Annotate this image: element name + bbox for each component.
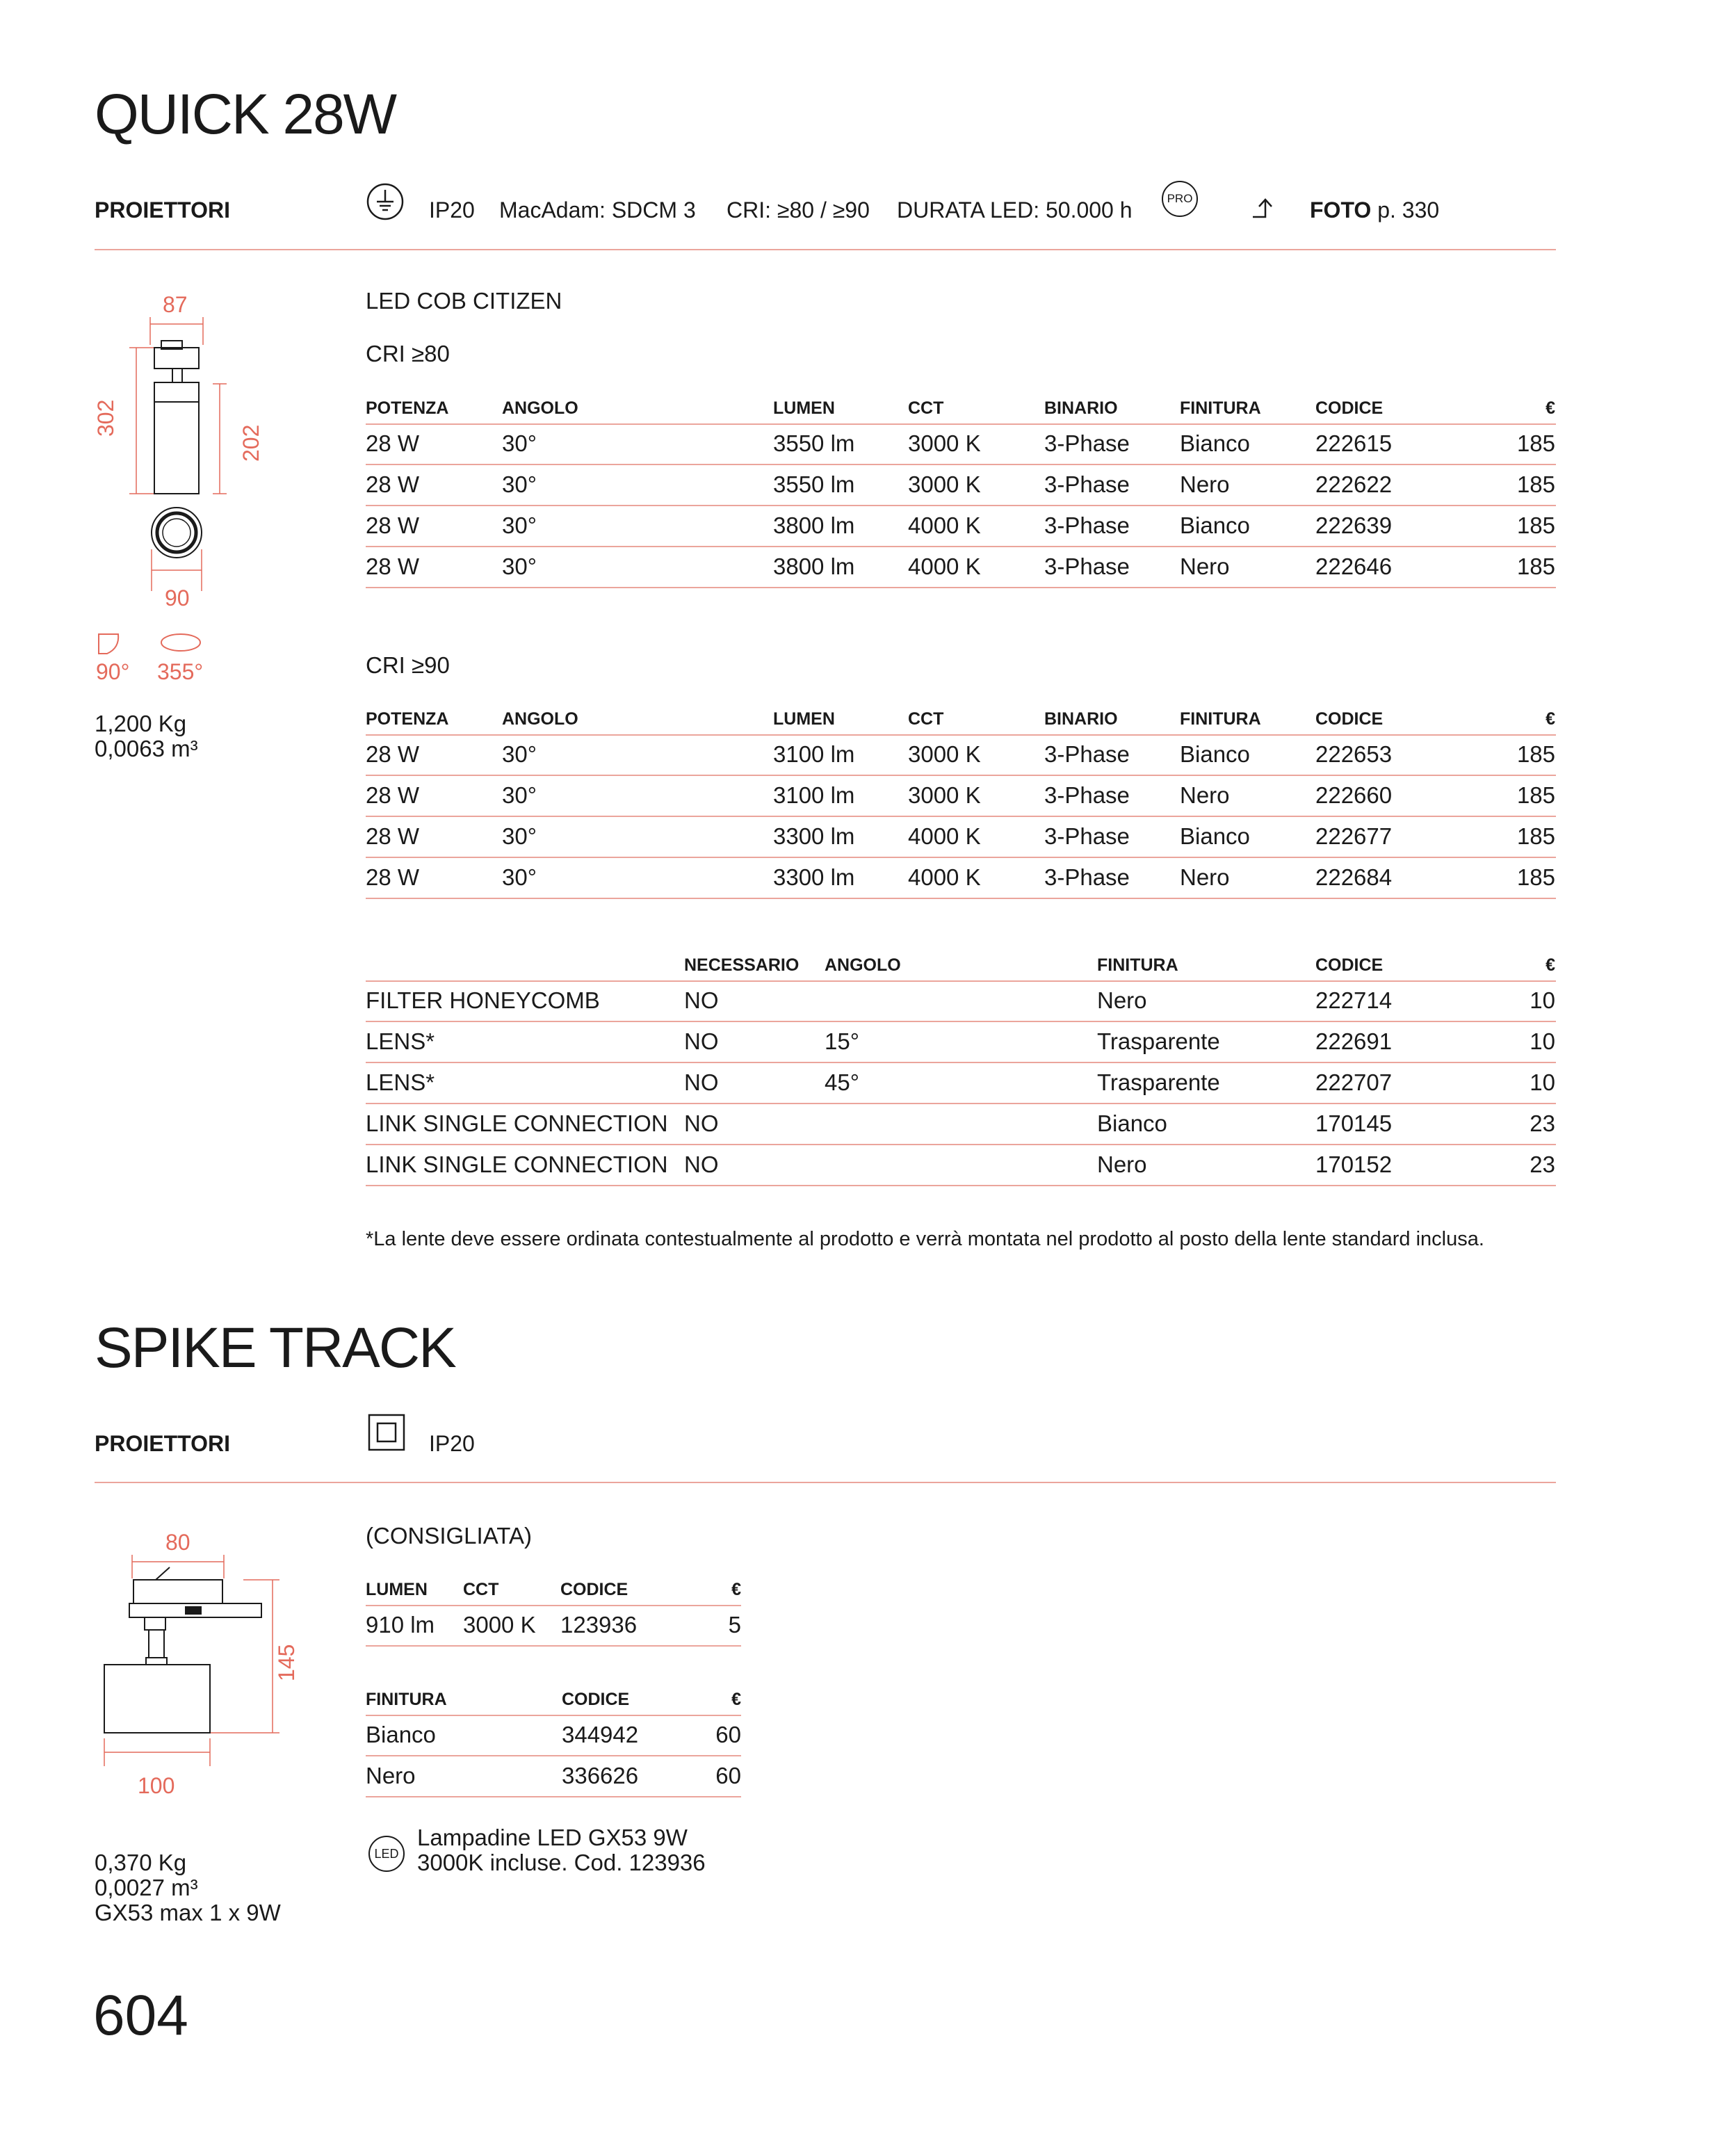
cri80-row-rule bbox=[366, 505, 1556, 506]
cri80-header-3: CCT bbox=[908, 398, 944, 418]
acc-cell: Nero bbox=[1097, 987, 1147, 1013]
dim-width-top: 87 bbox=[163, 292, 188, 317]
quick-technical-drawing bbox=[83, 278, 292, 723]
cri80-cell: 3-Phase bbox=[1044, 430, 1130, 456]
lamp-cell: 5 bbox=[728, 1612, 741, 1638]
cri90-cell: 28 W bbox=[366, 864, 420, 890]
cri90-header-1: ANGOLO bbox=[502, 709, 578, 729]
cri90-cell: 28 W bbox=[366, 823, 420, 849]
finish-header-1: CODICE bbox=[562, 1690, 630, 1709]
acc-cell: 23 bbox=[1530, 1110, 1555, 1136]
acc-cell: 222714 bbox=[1315, 987, 1393, 1013]
lamp-cell: 910 lm bbox=[366, 1612, 435, 1638]
cri90-cell: 3100 lm bbox=[773, 741, 855, 767]
acc-cell: NO bbox=[684, 1110, 719, 1136]
acc-cell: Bianco bbox=[1097, 1110, 1167, 1136]
recommended-label: (CONSIGLIATA) bbox=[366, 1523, 532, 1549]
volume: 0,0063 m³ bbox=[95, 736, 198, 761]
acc-cell: LENS* bbox=[366, 1028, 435, 1054]
lamp-header-0: LUMEN bbox=[366, 1580, 428, 1599]
cri90-cell: 4000 K bbox=[908, 864, 981, 890]
acc-cell: 23 bbox=[1530, 1151, 1555, 1177]
cri90-row-rule bbox=[366, 816, 1556, 817]
cri80-header-6: CODICE bbox=[1315, 398, 1384, 418]
cri90-cell: 28 W bbox=[366, 782, 420, 808]
acc-cell: 10 bbox=[1530, 1028, 1555, 1054]
ip-rating: IP20 bbox=[429, 197, 475, 223]
cri90-cell: 30° bbox=[502, 782, 537, 808]
cri90-cell: Bianco bbox=[1180, 823, 1250, 849]
cri80-cell: 3800 lm bbox=[773, 553, 855, 579]
cri80-cell: 222646 bbox=[1315, 553, 1393, 579]
cri80-header-0: POTENZA bbox=[366, 398, 449, 418]
led-type: LED COB CITIZEN bbox=[366, 288, 562, 314]
cri90-cell: 4000 K bbox=[908, 823, 981, 849]
cri80-cell: 185 bbox=[1516, 471, 1555, 497]
acc-header-1: ANGOLO bbox=[825, 955, 901, 975]
acc-header-rule bbox=[366, 980, 1556, 982]
cri80-header-5: FINITURA bbox=[1180, 398, 1261, 418]
acc-cell: LENS* bbox=[366, 1069, 435, 1095]
cri90-cell: 3000 K bbox=[908, 741, 981, 767]
cri90-cell: 30° bbox=[502, 864, 537, 890]
acc-cell: Trasparente bbox=[1097, 1069, 1220, 1095]
acc-row-rule bbox=[366, 1144, 1556, 1145]
dim-height-body: 202 bbox=[238, 424, 263, 462]
acc-cell: 222691 bbox=[1315, 1028, 1393, 1054]
header-divider bbox=[95, 249, 1556, 250]
cri80-cell: 30° bbox=[502, 471, 537, 497]
cri90-cell: Nero bbox=[1180, 864, 1230, 890]
led-duration: DURATA LED: 50.000 h bbox=[897, 197, 1133, 223]
lamp-header-3: € bbox=[731, 1580, 741, 1599]
cri90-cell: 3100 lm bbox=[773, 782, 855, 808]
spike-volume: 0,0027 m³ bbox=[95, 1875, 198, 1900]
cri90-header-5: FINITURA bbox=[1180, 709, 1261, 729]
cri80-cell: Nero bbox=[1180, 553, 1230, 579]
spike-dim-height: 145 bbox=[274, 1644, 299, 1681]
acc-row-rule bbox=[366, 1021, 1556, 1022]
cri90-cell: 185 bbox=[1516, 864, 1555, 890]
acc-header-0: NECESSARIO bbox=[684, 955, 800, 975]
cri90-header-0: POTENZA bbox=[366, 709, 449, 729]
spike-weight: 0,370 Kg bbox=[95, 1850, 187, 1875]
acc-header-4: € bbox=[1546, 955, 1555, 975]
cri90-cell: 30° bbox=[502, 741, 537, 767]
cri90-header-7: € bbox=[1546, 709, 1555, 729]
dim-diameter: 90 bbox=[165, 585, 190, 611]
cri90-label: CRI ≥90 bbox=[366, 652, 450, 678]
cri90-row-rule bbox=[366, 857, 1556, 858]
cri80-cell: 222615 bbox=[1315, 430, 1393, 456]
cri90-cell: 28 W bbox=[366, 741, 420, 767]
acc-cell: NO bbox=[684, 1028, 719, 1054]
cri80-cell: 28 W bbox=[366, 512, 420, 538]
lamp-cell: 3000 K bbox=[463, 1612, 536, 1638]
spike-lamp-spec: GX53 max 1 x 9W bbox=[95, 1900, 281, 1925]
footnote: *La lente deve essere ordinata contestualmente al prodotto e verrà montata nel prodotto al posto della lente standard inclusa. bbox=[366, 1228, 1484, 1250]
finish-header-rule bbox=[366, 1715, 741, 1716]
cri90-cell: 222660 bbox=[1315, 782, 1393, 808]
cri80-cell: 28 W bbox=[366, 471, 420, 497]
acc-cell: Nero bbox=[1097, 1151, 1147, 1177]
cri80-cell: 185 bbox=[1516, 430, 1555, 456]
finish-cell: 344942 bbox=[562, 1722, 639, 1747]
foto-label: FOTO bbox=[1310, 197, 1372, 223]
dim-tilt: 90° bbox=[96, 659, 130, 684]
cri-spec: CRI: ≥80 / ≥90 bbox=[727, 197, 870, 223]
spike-ip-rating: IP20 bbox=[429, 1431, 475, 1456]
cri80-cell: 30° bbox=[502, 512, 537, 538]
cri90-row-rule bbox=[366, 775, 1556, 776]
acc-cell: FILTER HONEYCOMB bbox=[366, 987, 600, 1013]
finish-cell: 336626 bbox=[562, 1763, 639, 1788]
acc-cell: 170152 bbox=[1315, 1151, 1393, 1177]
finish-cell: Nero bbox=[366, 1763, 416, 1788]
cri90-cell: 30° bbox=[502, 823, 537, 849]
cri80-header-4: BINARIO bbox=[1044, 398, 1118, 418]
acc-cell: NO bbox=[684, 987, 719, 1013]
cri80-cell: 222639 bbox=[1315, 512, 1393, 538]
finish-cell: 60 bbox=[715, 1722, 741, 1747]
cri90-cell: 185 bbox=[1516, 741, 1555, 767]
cri80-cell: 30° bbox=[502, 430, 537, 456]
acc-cell: 15° bbox=[825, 1028, 859, 1054]
cri90-cell: 3000 K bbox=[908, 782, 981, 808]
acc-cell: 45° bbox=[825, 1069, 859, 1095]
cri80-row-rule bbox=[366, 464, 1556, 465]
cri90-cell: 3300 lm bbox=[773, 864, 855, 890]
acc-cell: 10 bbox=[1530, 987, 1555, 1013]
cri80-cell: 185 bbox=[1516, 512, 1555, 538]
cri80-header-rule bbox=[366, 423, 1556, 425]
product-title-quick: QUICK 28W bbox=[95, 83, 396, 146]
acc-cell: 10 bbox=[1530, 1069, 1555, 1095]
finish-row-rule bbox=[366, 1796, 741, 1797]
macadam-spec: MacAdam: SDCM 3 bbox=[499, 197, 696, 223]
cri80-cell: 185 bbox=[1516, 553, 1555, 579]
lamp-row-rule bbox=[366, 1645, 741, 1647]
dim-rotation: 355° bbox=[157, 659, 204, 684]
led-badge: LED bbox=[368, 1836, 405, 1872]
cri90-cell: Bianco bbox=[1180, 741, 1250, 767]
cri80-cell: 3-Phase bbox=[1044, 471, 1130, 497]
finish-cell: 60 bbox=[715, 1763, 741, 1788]
cri80-cell: 3800 lm bbox=[773, 512, 855, 538]
cri80-cell: 3550 lm bbox=[773, 471, 855, 497]
cri80-cell: 4000 K bbox=[908, 512, 981, 538]
product-title-spike: SPIKE TRACK bbox=[95, 1316, 455, 1380]
cri90-header-rule bbox=[366, 734, 1556, 736]
cri80-cell: 30° bbox=[502, 553, 537, 579]
acc-cell: 222707 bbox=[1315, 1069, 1393, 1095]
cri80-label: CRI ≥80 bbox=[366, 341, 450, 366]
acc-cell: Trasparente bbox=[1097, 1028, 1220, 1054]
acc-header-2: FINITURA bbox=[1097, 955, 1178, 975]
spike-category-label: PROIETTORI bbox=[95, 1431, 230, 1456]
cri80-cell: Nero bbox=[1180, 471, 1230, 497]
acc-row-rule bbox=[366, 1103, 1556, 1104]
cri90-cell: 3-Phase bbox=[1044, 741, 1130, 767]
acc-row-rule bbox=[366, 1185, 1556, 1186]
cri80-header-7: € bbox=[1546, 398, 1555, 418]
pro-badge: PRO bbox=[1162, 181, 1198, 217]
cri80-header-1: ANGOLO bbox=[502, 398, 578, 418]
cri90-header-3: CCT bbox=[908, 709, 944, 729]
lamp-cell: 123936 bbox=[560, 1612, 638, 1638]
acc-row-rule bbox=[366, 1062, 1556, 1063]
cri80-header-2: LUMEN bbox=[773, 398, 835, 418]
acc-cell: 170145 bbox=[1315, 1110, 1393, 1136]
cri90-cell: 222684 bbox=[1315, 864, 1393, 890]
cri80-cell: 3550 lm bbox=[773, 430, 855, 456]
cri90-cell: 3300 lm bbox=[773, 823, 855, 849]
foto-page: p. 330 bbox=[1377, 197, 1440, 223]
cri90-cell: 222653 bbox=[1315, 741, 1393, 767]
spike-dim-width-bottom: 100 bbox=[138, 1773, 175, 1798]
acc-cell: NO bbox=[684, 1069, 719, 1095]
finish-header-0: FINITURA bbox=[366, 1690, 447, 1709]
page-number: 604 bbox=[93, 1984, 188, 2047]
cri80-cell: 28 W bbox=[366, 553, 420, 579]
lamp-header-rule bbox=[366, 1605, 741, 1606]
cri80-cell: 3-Phase bbox=[1044, 553, 1130, 579]
acc-header-3: CODICE bbox=[1315, 955, 1384, 975]
acc-cell: NO bbox=[684, 1151, 719, 1177]
lamp-header-1: CCT bbox=[463, 1580, 499, 1599]
cri80-row-rule bbox=[366, 546, 1556, 547]
cri80-cell: 3-Phase bbox=[1044, 512, 1130, 538]
cri90-cell: 3-Phase bbox=[1044, 864, 1130, 890]
cri80-cell: 28 W bbox=[366, 430, 420, 456]
cri90-cell: 185 bbox=[1516, 823, 1555, 849]
cri80-cell: 3000 K bbox=[908, 471, 981, 497]
led-note-line-2: 3000K incluse. Cod. 123936 bbox=[417, 1850, 706, 1875]
cri90-cell: 222677 bbox=[1315, 823, 1393, 849]
dim-height-total: 302 bbox=[93, 399, 118, 437]
cri80-cell: 3000 K bbox=[908, 430, 981, 456]
photo-reference[interactable] bbox=[1310, 197, 1439, 223]
cri80-row-rule bbox=[366, 587, 1556, 588]
spike-dim-width-top: 80 bbox=[165, 1530, 190, 1555]
cri80-cell: 4000 K bbox=[908, 553, 981, 579]
cri90-row-rule bbox=[366, 898, 1556, 899]
finish-header-2: € bbox=[731, 1690, 741, 1709]
spike-header-divider bbox=[95, 1482, 1556, 1483]
cri90-cell: 185 bbox=[1516, 782, 1555, 808]
cri80-cell: Bianco bbox=[1180, 430, 1250, 456]
cri90-header-4: BINARIO bbox=[1044, 709, 1118, 729]
finish-cell: Bianco bbox=[366, 1722, 436, 1747]
class-ii-icon bbox=[368, 1414, 405, 1450]
cri90-header-6: CODICE bbox=[1315, 709, 1384, 729]
cri90-cell: 3-Phase bbox=[1044, 782, 1130, 808]
category-label: PROIETTORI bbox=[95, 197, 230, 223]
cri90-cell: 3-Phase bbox=[1044, 823, 1130, 849]
cri80-cell: Bianco bbox=[1180, 512, 1250, 538]
acc-cell: LINK SINGLE CONNECTION bbox=[366, 1110, 668, 1136]
led-note-line-1: Lampadine LED GX53 9W bbox=[417, 1825, 688, 1850]
arrow-up-right-icon bbox=[1251, 196, 1279, 221]
acc-cell: LINK SINGLE CONNECTION bbox=[366, 1151, 668, 1177]
cri80-cell: 222622 bbox=[1315, 471, 1393, 497]
finish-row-rule bbox=[366, 1755, 741, 1756]
weight: 1,200 Kg bbox=[95, 711, 187, 736]
ground-symbol-icon bbox=[366, 182, 405, 221]
lamp-header-2: CODICE bbox=[560, 1580, 628, 1599]
cri90-header-2: LUMEN bbox=[773, 709, 835, 729]
cri90-cell: Nero bbox=[1180, 782, 1230, 808]
